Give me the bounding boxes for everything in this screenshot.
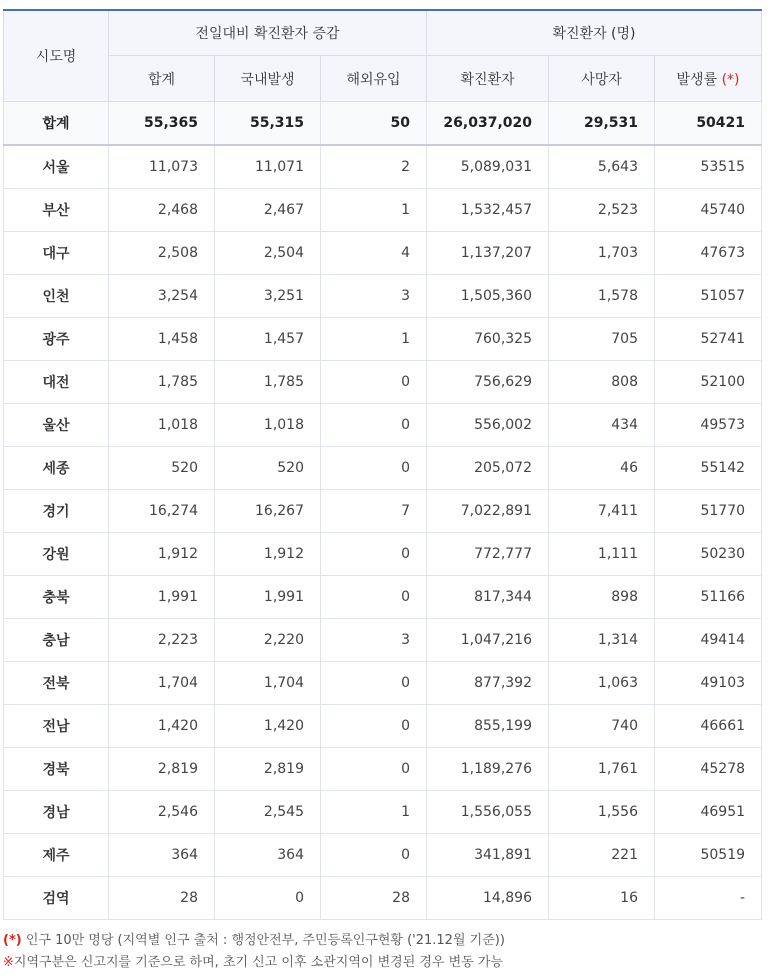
cell-region: 경기 xyxy=(4,490,109,533)
cell-total: 1,785 xyxy=(109,361,215,404)
cell-region: 합계 xyxy=(4,102,109,146)
cell-domestic: 1,704 xyxy=(215,662,321,705)
cell-total: 1,991 xyxy=(109,576,215,619)
cell-overseas: 0 xyxy=(321,576,427,619)
cell-region: 검역 xyxy=(4,877,109,920)
cell-region: 충남 xyxy=(4,619,109,662)
cell-rate: 55142 xyxy=(655,447,762,490)
cell-total: 2,468 xyxy=(109,189,215,232)
cell-rate: 45740 xyxy=(655,189,762,232)
cell-region: 제주 xyxy=(4,834,109,877)
table-row xyxy=(4,145,762,189)
cell-domestic: 55,315 xyxy=(215,102,321,146)
cell-deaths: 1,063 xyxy=(549,662,655,705)
header-group-daily-change: 전일대비 확진환자 증감 xyxy=(109,10,427,56)
cell-total: 2,508 xyxy=(109,232,215,275)
cell-confirmed: 760,325 xyxy=(427,318,549,361)
cell-domestic: 1,912 xyxy=(215,533,321,576)
cell-overseas: 0 xyxy=(321,361,427,404)
cell-confirmed: 5,089,031 xyxy=(427,145,549,189)
cell-region: 강원 xyxy=(4,533,109,576)
table-row xyxy=(4,447,762,490)
cell-deaths: 5,643 xyxy=(549,145,655,189)
table-row xyxy=(4,533,762,576)
table-row xyxy=(4,275,762,318)
cell-deaths: 434 xyxy=(549,404,655,447)
cell-confirmed: 1,556,055 xyxy=(427,791,549,834)
covid-region-table xyxy=(3,9,762,920)
cell-deaths: 2,523 xyxy=(549,189,655,232)
cell-domestic: 2,819 xyxy=(215,748,321,791)
cell-confirmed: 756,629 xyxy=(427,361,549,404)
cell-rate: 45278 xyxy=(655,748,762,791)
cell-total: 2,819 xyxy=(109,748,215,791)
cell-deaths: 7,411 xyxy=(549,490,655,533)
cell-overseas: 3 xyxy=(321,275,427,318)
cell-rate: 51166 xyxy=(655,576,762,619)
cell-deaths: 29,531 xyxy=(549,102,655,146)
table-row xyxy=(4,189,762,232)
table-row xyxy=(4,361,762,404)
cell-total: 28 xyxy=(109,877,215,920)
cell-overseas: 0 xyxy=(321,404,427,447)
footnote-text-1: 인구 10만 명당 (지역별 인구 출처 : 행정안전부, 주민등록인구현황 ('21.12월 기준)) xyxy=(25,933,505,948)
cell-confirmed: 205,072 xyxy=(427,447,549,490)
table-row xyxy=(4,490,762,533)
reference-mark: ※ xyxy=(3,955,14,970)
cell-confirmed: 1,505,360 xyxy=(427,275,549,318)
cell-domestic: 1,018 xyxy=(215,404,321,447)
cell-rate: 51057 xyxy=(655,275,762,318)
header-group-confirmed: 확진환자 (명) xyxy=(427,10,762,56)
cell-rate: 51770 xyxy=(655,490,762,533)
cell-overseas: 1 xyxy=(321,189,427,232)
cell-confirmed: 14,896 xyxy=(427,877,549,920)
cell-total: 1,912 xyxy=(109,533,215,576)
cell-overseas: 1 xyxy=(321,318,427,361)
header-confirmed: 확진환자 xyxy=(427,56,549,102)
cell-deaths: 1,314 xyxy=(549,619,655,662)
cell-region: 서울 xyxy=(4,145,109,189)
cell-region: 울산 xyxy=(4,404,109,447)
cell-total: 2,223 xyxy=(109,619,215,662)
table-row xyxy=(4,404,762,447)
cell-domestic: 2,504 xyxy=(215,232,321,275)
header-rate-label: 발생률 xyxy=(676,71,718,88)
cell-overseas: 2 xyxy=(321,145,427,189)
cell-deaths: 898 xyxy=(549,576,655,619)
cell-region: 세종 xyxy=(4,447,109,490)
cell-domestic: 11,071 xyxy=(215,145,321,189)
header-rate xyxy=(655,56,762,102)
cell-domestic: 364 xyxy=(215,834,321,877)
cell-overseas: 28 xyxy=(321,877,427,920)
cell-deaths: 1,111 xyxy=(549,533,655,576)
cell-deaths: 1,556 xyxy=(549,791,655,834)
cell-total: 520 xyxy=(109,447,215,490)
cell-region: 전북 xyxy=(4,662,109,705)
table-body xyxy=(4,102,762,920)
cell-deaths: 16 xyxy=(549,877,655,920)
cell-confirmed: 855,199 xyxy=(427,705,549,748)
cell-overseas: 0 xyxy=(321,705,427,748)
cell-overseas: 50 xyxy=(321,102,427,146)
cell-deaths: 46 xyxy=(549,447,655,490)
cell-confirmed: 341,891 xyxy=(427,834,549,877)
cell-confirmed: 772,777 xyxy=(427,533,549,576)
cell-domestic: 3,251 xyxy=(215,275,321,318)
cell-rate: 46951 xyxy=(655,791,762,834)
header-domestic: 국내발생 xyxy=(215,56,321,102)
table-row xyxy=(4,662,762,705)
cell-region: 경북 xyxy=(4,748,109,791)
cell-total: 11,073 xyxy=(109,145,215,189)
cell-deaths: 1,703 xyxy=(549,232,655,275)
cell-domestic: 1,420 xyxy=(215,705,321,748)
cell-overseas: 0 xyxy=(321,662,427,705)
cell-overseas: 7 xyxy=(321,490,427,533)
header-region: 시도명 xyxy=(4,10,109,102)
cell-deaths: 221 xyxy=(549,834,655,877)
cell-region: 전남 xyxy=(4,705,109,748)
table-row xyxy=(4,619,762,662)
footnotes xyxy=(3,930,505,974)
table-row-total xyxy=(4,102,762,146)
table-header xyxy=(4,10,762,102)
cell-confirmed: 26,037,020 xyxy=(427,102,549,146)
header-overseas: 해외유입 xyxy=(321,56,427,102)
footnote-mark: (*) xyxy=(3,933,22,948)
cell-overseas: 0 xyxy=(321,834,427,877)
cell-total: 1,420 xyxy=(109,705,215,748)
table-row xyxy=(4,791,762,834)
cell-domestic: 2,220 xyxy=(215,619,321,662)
cell-overseas: 0 xyxy=(321,748,427,791)
cell-rate: 50421 xyxy=(655,102,762,146)
cell-confirmed: 1,189,276 xyxy=(427,748,549,791)
cell-rate: 52741 xyxy=(655,318,762,361)
cell-overseas: 3 xyxy=(321,619,427,662)
cell-overseas: 4 xyxy=(321,232,427,275)
cell-confirmed: 7,022,891 xyxy=(427,490,549,533)
cell-total: 2,546 xyxy=(109,791,215,834)
cell-deaths: 808 xyxy=(549,361,655,404)
cell-total: 364 xyxy=(109,834,215,877)
table-row xyxy=(4,318,762,361)
footnote-region xyxy=(3,952,505,974)
covid-region-table-container xyxy=(3,9,761,920)
cell-confirmed: 1,532,457 xyxy=(427,189,549,232)
cell-confirmed: 1,137,207 xyxy=(427,232,549,275)
cell-rate: 52100 xyxy=(655,361,762,404)
cell-domestic: 520 xyxy=(215,447,321,490)
cell-domestic: 1,785 xyxy=(215,361,321,404)
table-row xyxy=(4,748,762,791)
header-deaths: 사망자 xyxy=(549,56,655,102)
cell-region: 인천 xyxy=(4,275,109,318)
cell-region: 대구 xyxy=(4,232,109,275)
cell-domestic: 0 xyxy=(215,877,321,920)
cell-overseas: 0 xyxy=(321,447,427,490)
header-rate-mark: (*) xyxy=(721,71,740,88)
cell-rate: - xyxy=(655,877,762,920)
cell-deaths: 1,578 xyxy=(549,275,655,318)
table-row xyxy=(4,834,762,877)
cell-total: 1,018 xyxy=(109,404,215,447)
cell-rate: 46661 xyxy=(655,705,762,748)
cell-domestic: 1,457 xyxy=(215,318,321,361)
cell-total: 55,365 xyxy=(109,102,215,146)
cell-total: 1,704 xyxy=(109,662,215,705)
cell-rate: 47673 xyxy=(655,232,762,275)
cell-rate: 49573 xyxy=(655,404,762,447)
cell-domestic: 16,267 xyxy=(215,490,321,533)
cell-confirmed: 817,344 xyxy=(427,576,549,619)
cell-domestic: 2,545 xyxy=(215,791,321,834)
cell-region: 부산 xyxy=(4,189,109,232)
cell-rate: 49103 xyxy=(655,662,762,705)
cell-deaths: 740 xyxy=(549,705,655,748)
cell-overseas: 1 xyxy=(321,791,427,834)
header-total: 합계 xyxy=(109,56,215,102)
cell-confirmed: 556,002 xyxy=(427,404,549,447)
cell-total: 16,274 xyxy=(109,490,215,533)
cell-deaths: 705 xyxy=(549,318,655,361)
cell-total: 1,458 xyxy=(109,318,215,361)
table-row xyxy=(4,705,762,748)
cell-rate: 50230 xyxy=(655,533,762,576)
cell-region: 광주 xyxy=(4,318,109,361)
cell-overseas: 0 xyxy=(321,533,427,576)
cell-deaths: 1,761 xyxy=(549,748,655,791)
cell-region: 경남 xyxy=(4,791,109,834)
table-row xyxy=(4,576,762,619)
cell-total: 3,254 xyxy=(109,275,215,318)
table-row xyxy=(4,232,762,275)
cell-region: 대전 xyxy=(4,361,109,404)
cell-confirmed: 1,047,216 xyxy=(427,619,549,662)
footnote-text-2: 지역구분은 신고지를 기준으로 하며, 초기 신고 이후 소관지역이 변경된 경우 변동 가능 xyxy=(13,955,504,970)
cell-domestic: 2,467 xyxy=(215,189,321,232)
footnote-rate xyxy=(3,930,505,952)
cell-rate: 53515 xyxy=(655,145,762,189)
cell-region: 충북 xyxy=(4,576,109,619)
cell-rate: 50519 xyxy=(655,834,762,877)
cell-confirmed: 877,392 xyxy=(427,662,549,705)
table-row xyxy=(4,877,762,920)
cell-domestic: 1,991 xyxy=(215,576,321,619)
cell-rate: 49414 xyxy=(655,619,762,662)
